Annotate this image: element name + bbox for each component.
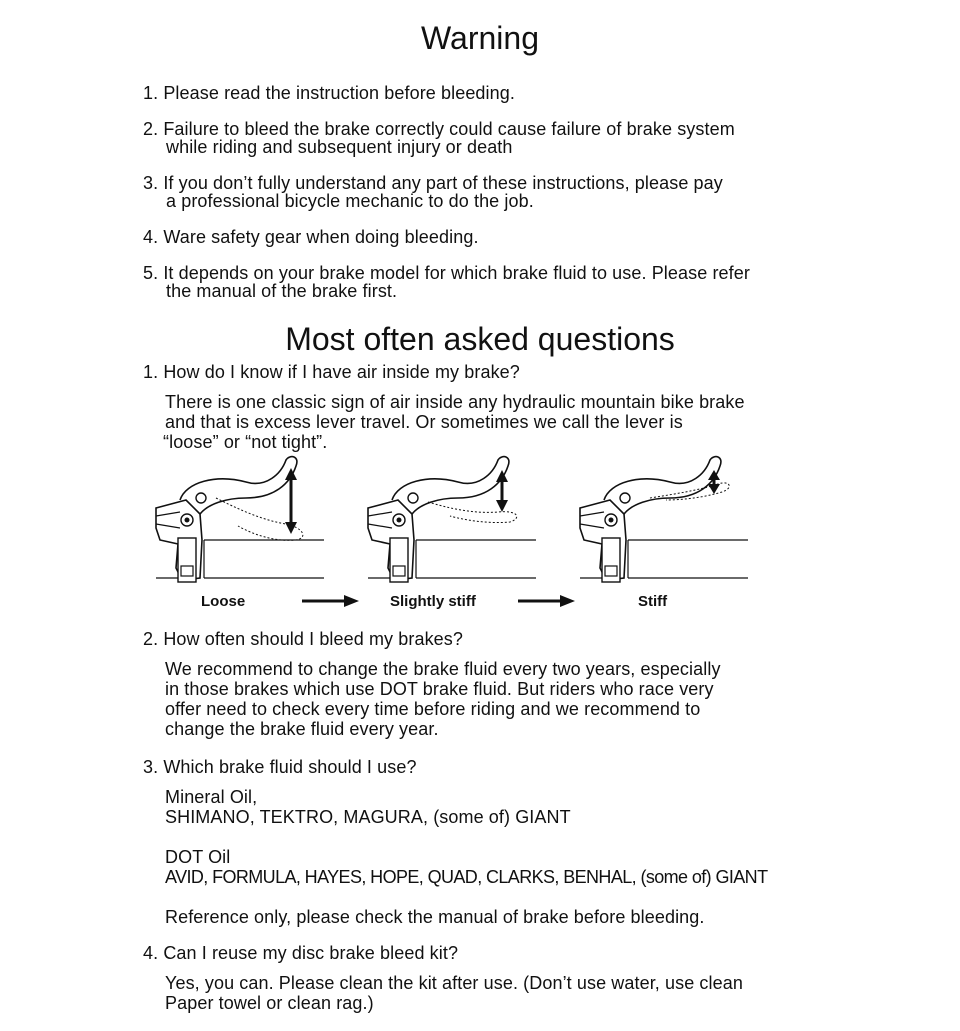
item-number: 2. [143, 119, 159, 139]
mineral-oil-brands: SHIMANO, TEKTRO, MAGURA, (some of) GIANT [165, 807, 571, 827]
question-number: 4. [143, 943, 159, 963]
faq-question-3 [143, 758, 417, 776]
mineral-oil-heading: Mineral Oil, [165, 787, 258, 807]
question-text: How do I know if I have air inside my brake? [163, 362, 520, 382]
answer-line: change the brake fluid every year. [165, 719, 439, 739]
item-text: Please read the instruction before bleeding. [163, 83, 515, 103]
answer-line: Paper towel or clean rag.) [165, 993, 374, 1013]
question-text: How often should I bleed my brakes? [163, 629, 463, 649]
answer-line: We recommend to change the brake fluid every two years, especially [165, 659, 721, 679]
answer-line: and that is excess lever travel. Or sometimes we call the lever is [165, 412, 683, 432]
question-text: Can I reuse my disc brake bleed kit? [163, 943, 459, 963]
right-arrow-icon [302, 595, 359, 607]
right-arrow-icon [518, 595, 575, 607]
answer-line: in those brakes which use DOT brake fluid. But riders who race very [165, 679, 714, 699]
faq-question-4 [143, 944, 458, 962]
faq-title: Most often asked questions [285, 321, 675, 357]
item-text: while riding and subsequent injury or death [166, 137, 513, 157]
item-number: 5. [143, 263, 159, 283]
answer-line: Yes, you can. Please clean the kit after use. (Don’t use water, use clean [165, 973, 743, 993]
item-text: It depends on your brake model for which brake fluid to use. Please refer [163, 263, 750, 283]
stiff-label: Stiff [638, 593, 668, 610]
answer-line: offer need to check every time before riding and we recommend to [165, 699, 701, 719]
question-number: 3. [143, 757, 159, 777]
item-number: 1. [143, 83, 159, 103]
warning-title: Warning [421, 20, 539, 56]
question-text: Which brake fluid should I use? [163, 757, 417, 777]
item-text: the manual of the brake first. [166, 281, 398, 301]
stiff-lever-illustration [580, 457, 748, 582]
dot-oil-brands: AVID, FORMULA, HAYES, HOPE, QUAD, CLARKS, BENHAL, (some of) GIANT [165, 867, 768, 887]
question-number: 1. [143, 362, 159, 382]
item-text: Failure to bleed the brake correctly could cause failure of brake system [163, 119, 735, 139]
item-text: If you don’t fully understand any part of these instructions, please pay [163, 173, 723, 193]
fluid-note: Reference only, please check the manual of brake before bleeding. [165, 907, 705, 927]
dot-oil-heading: DOT Oil [165, 847, 231, 867]
loose-lever-illustration [156, 457, 324, 582]
faq-question-2 [143, 630, 463, 648]
answer-line: There is one classic sign of air inside any hydraulic mountain bike brake [165, 392, 745, 412]
item-number: 3. [143, 173, 159, 193]
answer-line: “loose” or “not tight”. [163, 432, 328, 452]
item-text: Ware safety gear when doing bleeding. [163, 227, 479, 247]
slightly-stiff-lever-illustration [368, 457, 536, 582]
loose-label: Loose [201, 593, 246, 610]
item-number: 4. [143, 227, 159, 247]
slightly-stiff-label: Slightly stiff [390, 593, 476, 610]
question-number: 2. [143, 629, 159, 649]
item-text: a professional bicycle mechanic to do the job. [166, 191, 534, 211]
